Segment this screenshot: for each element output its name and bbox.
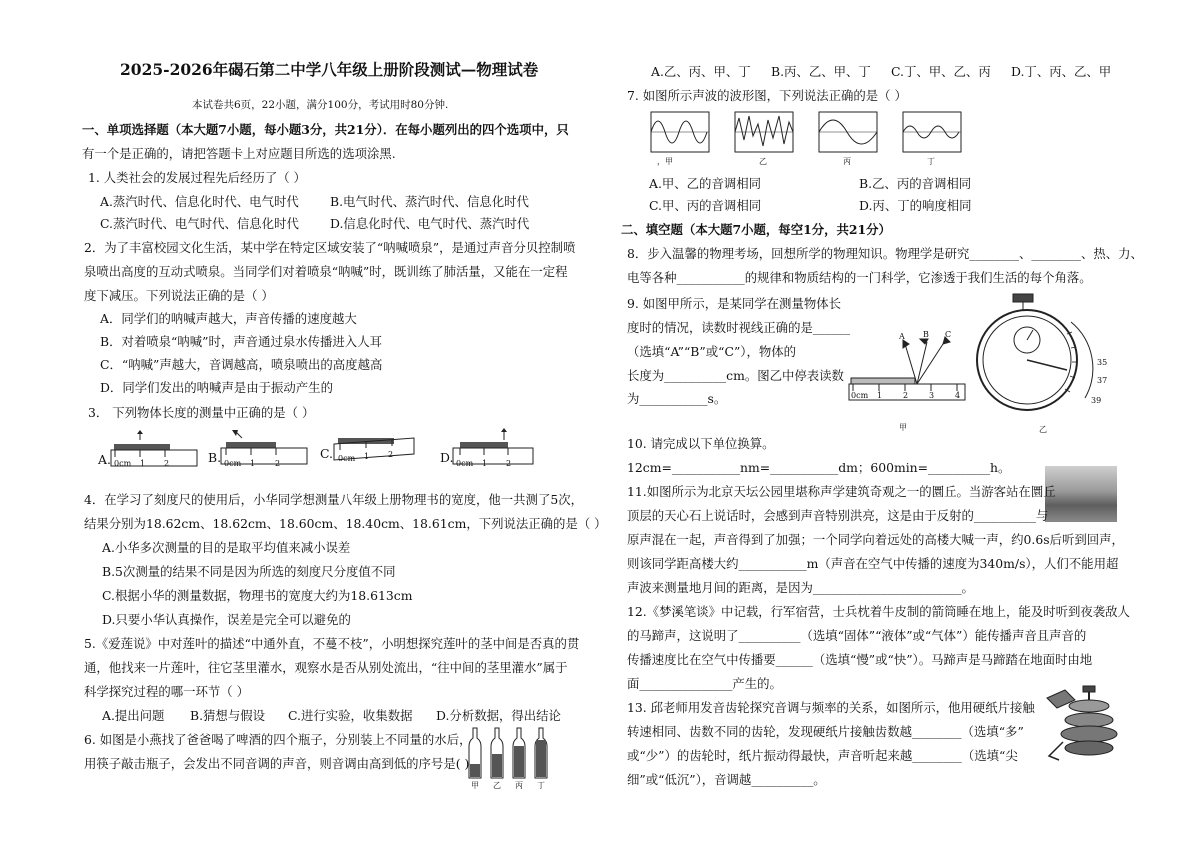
q12-line2: 的马蹄声，这说明了__________（选填“固体”“液体”或“气体”）能传播声音且声音的 (627, 628, 1087, 643)
exam-title: 2025-2026年碣石第二中学八年级上册阶段测试—物理试卷 (120, 60, 539, 79)
q7-label-3: 丙 (843, 157, 851, 166)
q7-waveforms (649, 110, 979, 170)
section1-heading-cont: 有一个是正确的，请把答题卡上对应题目所选的选项涂黑. (82, 146, 396, 161)
q9-dial-35: 35 (1097, 358, 1108, 367)
q12-line4: 面_______________产生的。 (627, 676, 782, 691)
q1-option-a: A.蒸汽时代、信息化时代、电气时代 (100, 194, 299, 209)
q7-option-b: B.乙、丙的音调相同 (859, 176, 972, 191)
q9-stopwatch-figure (975, 292, 1115, 432)
q5-option-c: C.进行实验，收集数据 (288, 708, 413, 723)
q3-b-unit: 0cm (224, 459, 242, 468)
q9-ruler-1: 1 (877, 391, 883, 400)
q5-line2: 通，他找来一片莲叶，往它茎里灌水，观察水是否从别处流出，“往中间的茎里灌水”属于 (84, 660, 568, 675)
q6-bottle-label-3: 丙 (515, 781, 523, 790)
q7-wave-svg (649, 110, 979, 158)
q11-circular-mound-photo (1045, 466, 1117, 522)
q3-c-unit: 0cm (338, 454, 356, 463)
q3-c-tick1: 1 (364, 452, 370, 461)
q1-option-c: C.蒸汽时代、电气时代、信息化时代 (100, 216, 299, 231)
q4-option-d: D.只要小华认真操作，误差是完全可以避免的 (102, 612, 351, 627)
q7-option-c: C.甲、丙的音调相同 (649, 198, 762, 213)
q9-eye-a: A (899, 332, 905, 341)
q11-line5: 声波来测量地月间的距离，是因为________________________。 (627, 580, 974, 595)
q3-d-tick1: 1 (482, 459, 488, 468)
q3-ruler-c (332, 428, 416, 474)
q6-option-b: B.丙、乙、甲、丁 (771, 64, 871, 79)
q5-line3: 科学探究过程的哪一环节（ ） (84, 684, 250, 699)
q3-figures (88, 428, 538, 474)
q9-dial-37: 37 (1097, 376, 1108, 385)
q8-line1: 8．步入温馨的物理考场，回想所学的物理知识。物理学是研究________、________、热、力、 (627, 246, 1143, 261)
q9-ruler-2: 2 (903, 391, 909, 400)
q9-eye-c: C (945, 330, 952, 339)
q2-line2: 泉喷出高度的互动式喷泉。当同学们对着喷泉“呐喊”时，既训练了肺活量，又能在一定程 (84, 264, 568, 279)
q9-line2: 度时的情况，读数时视线正确的是______ (627, 320, 851, 335)
q3-label-c: C. (320, 446, 333, 461)
q4-line2: 结果分别为18.62cm、18.62cm、18.60cm、18.40cm、18.61cm，下列说法正确的是（ ） (84, 516, 607, 531)
q8-line2: 电等各种___________的规律和物质结构的一门科学，它渗透于我们生活的每个角落。 (627, 270, 1092, 285)
section2-heading: 二、填空题（本大题7小题，每空1分，共21分） (621, 222, 891, 237)
q9-line4: 长度为__________cm。图乙中停表读数 (627, 368, 844, 383)
q3-b-tick1: 1 (250, 459, 256, 468)
q4-line1: 4．在学习了刻度尺的使用后，小华同学想测量八年级上册物理书的宽度，他一共测了5次， (84, 492, 584, 507)
q3-d-unit: 0cm (456, 459, 474, 468)
q2-option-d: D．同学们发出的呐喊声是由于振动产生的 (100, 380, 333, 395)
q6-bottles-figure (468, 724, 558, 794)
q9-line3: （选填“A”“B”或“C”），物体的 (627, 344, 797, 359)
q13-line3: 或“少”）的齿轮时，纸片振动得最快，声音听起来越________（选填“尖 (627, 748, 1018, 763)
exam-note: 本试卷共6页，22小题，满分100分，考试用时80分钟. (192, 99, 449, 111)
q3-b-tick2: 2 (275, 459, 281, 468)
q12-line1: 12.《梦溪笔谈》中记载，行军宿营，士兵枕着牛皮制的箭筒睡在地上，能及时听到夜袭敌人 (627, 604, 1130, 619)
q3-c-tick2: 2 (388, 450, 394, 459)
q6-option-c: C.丁、甲、乙、丙 (891, 64, 991, 79)
q3-a-unit: 0cm (114, 459, 132, 468)
section1-heading: 一、单项选择题（本大题7小题，每小题3分，共21分）．在每小题列出的四个选项中，只 (82, 122, 569, 137)
q5-option-a: A.提出问题 (102, 708, 165, 723)
q5-option-b: B.猜想与假设 (190, 708, 265, 723)
q10-line2: 12cm=___________nm=___________dm；600min=__________h。 (627, 460, 1011, 475)
q1-option-d: D.信息化时代、电气时代、蒸汽时代 (330, 216, 530, 231)
q3-d-tick2: 2 (506, 459, 512, 468)
q2-line1: 2．为了丰富校园文化生活，某中学在特定区域安装了“呐喊喷泉”，是通过声音分贝控制喷 (84, 240, 576, 255)
q10-line1: 10. 请完成以下单位换算。 (627, 436, 775, 451)
q6-line2: 用筷子敲击瓶子，会发出不同音调的声音，则音调由高到低的序号是( ) (84, 756, 470, 771)
q5-line1: 5.《爱莲说》中对莲叶的描述“中通外直，不蔓不枝”，小明想探究莲叶的茎中间是否真的贯 (84, 636, 580, 651)
q5-option-d: D.分析数据，得出结论 (436, 708, 561, 723)
q6-bottle-label-4: 丁 (537, 781, 545, 790)
q3-label-b: B. (208, 450, 222, 465)
q1-option-b: B.电气时代、蒸汽时代、信息化时代 (330, 194, 529, 209)
q9-ruler-0: 0cm (851, 391, 869, 400)
q3-a-tick1: 1 (140, 459, 146, 468)
q1-stem: 1. 人类社会的发展过程先后经历了（ ） (88, 170, 306, 185)
q3-a-tick2: 2 (164, 459, 170, 468)
q6-bottle-label-2: 乙 (493, 781, 501, 790)
q6-line1: 6. 如图是小燕找了爸爸喝了啤酒的四个瓶子，分别装上不同量的水后， (84, 732, 472, 747)
q11-line3: 原声混在一起，声音得到了加强；一个同学向着远处的高楼大喊一声，约0.6s后听到回声， (627, 532, 1124, 547)
q7-stem: 7. 如图所示声波的波形图，下列说法正确的是（ ） (627, 88, 907, 103)
q9-ruler-4: 4 (955, 391, 961, 400)
q12-line3: 传播速度比在空气中传播要______（选填“慢”或“快”）。马蹄声是马蹄踏在地面时由地 (627, 652, 1093, 667)
q9-line5: 为___________s。 (627, 391, 727, 406)
q2-option-b: B．对着喷泉“呐喊”时，声音通过泉水传播进入人耳 (100, 334, 382, 349)
q2-option-a: A．同学们的呐喊声越大，声音传播的速度越大 (100, 311, 357, 326)
q3-stem: 3． 下列物体长度的测量中正确的是（ ） (88, 405, 315, 420)
q7-label-1: ，甲 (657, 157, 673, 166)
q4-option-a: A.小华多次测量的目的是取平均值来减小误差 (102, 540, 351, 555)
q2-line3: 度下减压。下列说法正确的是（ ） (84, 288, 274, 303)
q13-line4: 细”或“低沉”），音调越__________。 (627, 772, 826, 787)
q6-option-a: A.乙、丙、甲、丁 (651, 64, 751, 79)
q9-ruler-figure (847, 330, 967, 430)
q2-option-c: C．“呐喊”声越大，音调越高，喷泉喷出的高度越高 (100, 357, 383, 372)
q7-label-4: 丁 (927, 157, 935, 166)
q11-line4: 则该同学距高楼大约___________m（声音在空气中传播的速度为340m/s），人们不能用超 (627, 556, 1119, 571)
q6-bottle-label-1: 甲 (471, 781, 479, 790)
q7-option-a: A.甲、乙的音调相同 (649, 176, 762, 191)
q9-dial-39: 39 (1091, 396, 1102, 405)
q6-bottles (468, 724, 558, 780)
q13-line1: 13. 邱老师用发音齿轮探究音调与频率的关系，如图所示，他用硬纸片接触 (627, 700, 1035, 715)
q7-label-2: 乙 (759, 157, 767, 166)
q11-line2: 顶层的天心石上说话时，会感到声音特别洪亮，这是由于反射的__________与 (627, 508, 1049, 523)
q13-line2: 转速相同、齿数不同的齿轮，发现硬纸片接触齿数越________（选填“多” (627, 724, 1024, 739)
q3-object-a (114, 444, 170, 450)
q13-gear-svg (1043, 682, 1121, 766)
q4-option-b: B.5次测量的结果不同是因为所选的刻度尺分度值不同 (102, 564, 396, 579)
q13-gear-figure (1043, 682, 1121, 766)
q11-line1: 11.如图所示为北京天坛公园里堪称声学建筑奇观之一的圜丘。当游客站在圜丘 (627, 484, 1056, 499)
q6-option-d: D.丁、丙、乙、甲 (1011, 64, 1112, 79)
q9-line1: 9. 如图甲所示，是某同学在测量物体长 (627, 296, 842, 311)
q4-option-c: C.根据小华的测量数据，物理书的宽度大约为18.613cm (102, 588, 413, 603)
q9-eye-b: B (923, 330, 929, 339)
q3-label-a: A. (98, 452, 111, 467)
q9-fig-label-b: 乙 (1039, 425, 1047, 434)
q9-fig-label-a: 甲 (899, 423, 907, 432)
q7-option-d: D.丙、丁的响度相同 (859, 198, 972, 213)
q9-ruler-3: 3 (929, 391, 935, 400)
q3-label-d: D. (440, 450, 454, 465)
